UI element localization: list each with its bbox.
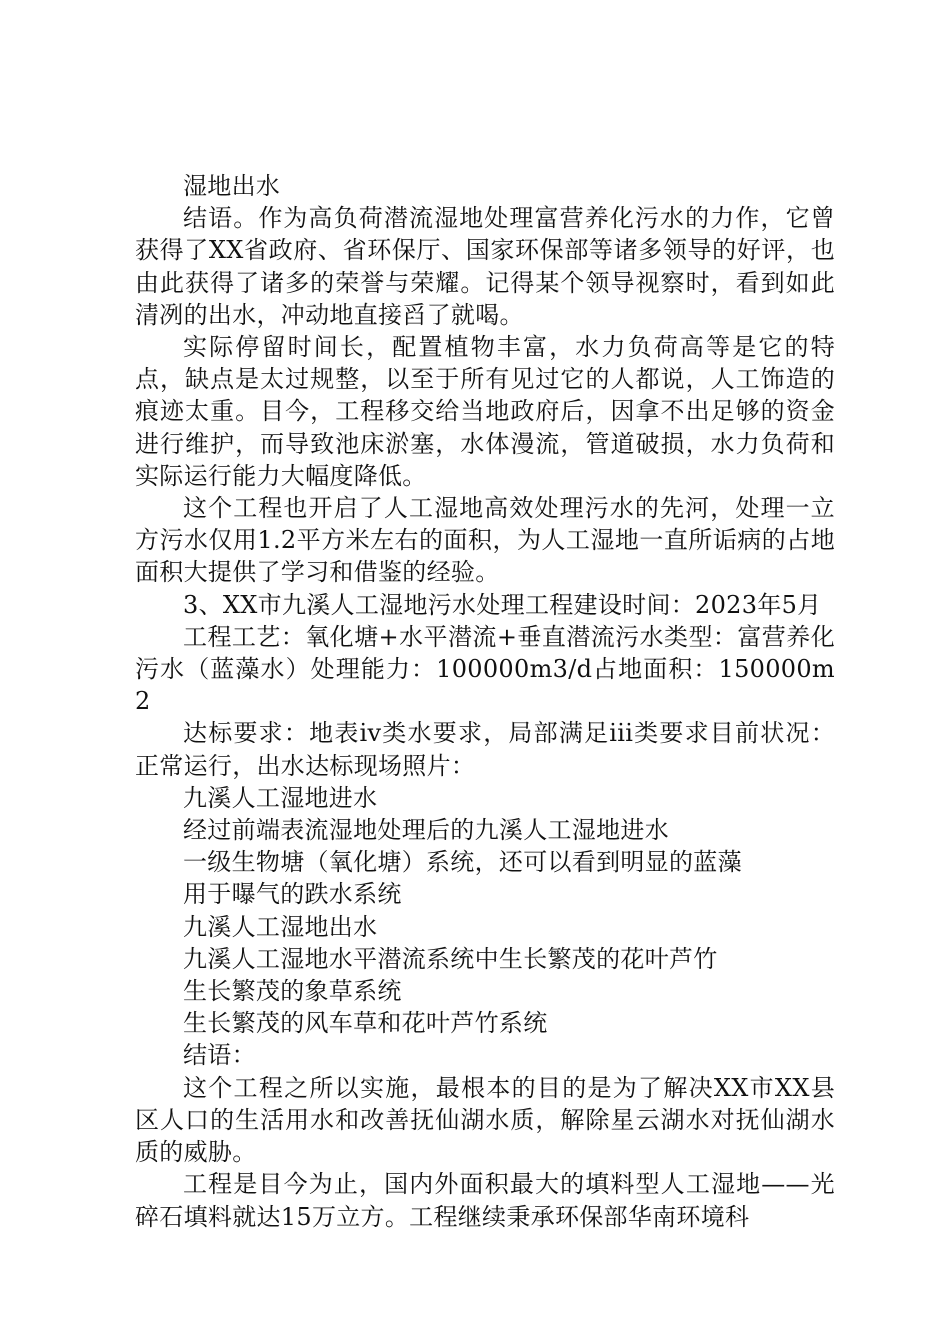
- caption-outflow: 九溪人工湿地出水: [183, 912, 378, 941]
- caption-oxidation-pond: 一级生物塘（氧化塘）系统，还可以看到明显的蓝藻: [183, 848, 742, 877]
- caption-pretreated-inflow: 经过前端表流湿地处理后的九溪人工湿地进水: [183, 816, 669, 845]
- paragraph-features: 实际停留时间长，配置植物丰富，水力负荷高等是它的特点，缺点是太过规整，以至于所有见过它的人都说，人工饰造的痕迹太重。目今，工程移交给当地政府后，因拿不出足够的资金进行维护，而导致池床淤塞，水体漫流，管道破损，水力负荷和实际运行能力大幅度降低。: [135, 333, 835, 490]
- paragraph-largest-wetland: 工程是目今为止，国内外面积最大的填料型人工湿地——光碎石填料就达15万立方。工程继续秉承环保部华南环境科: [135, 1170, 835, 1231]
- paragraph-wetland-outflow-caption: 湿地出水: [183, 172, 281, 200]
- caption-elephant-grass: 生长繁茂的象草系统: [183, 977, 402, 1006]
- paragraph-conclusion-1: 结语。作为高负荷潜流湿地处理富营养化污水的力作，它曾获得了XX省政府、省环保厅、国家环保部等诸多领导的好评，也由此获得了诸多的荣誉与荣耀。记得某个领导视察时，看到如此清冽的出水，冲动地直接舀了就喝。: [135, 204, 835, 329]
- paragraph-process-specs: 工程工艺：氧化塘+水平潜流+垂直潜流污水类型：富营养化污水（蓝藻水）处理能力：100000m3/d占地面积：150000m2: [135, 622, 835, 716]
- caption-arundo: 九溪人工湿地水平潜流系统中生长繁茂的花叶芦竹: [183, 944, 718, 973]
- paragraph-conclusion-label: 结语：: [183, 1041, 256, 1070]
- caption-inflow: 九溪人工湿地进水: [183, 783, 378, 812]
- paragraph-pioneer: 这个工程也开启了人工湿地高效处理污水的先河，处理一立方污水仅用1.2平方米左右的面积，为人工湿地一直所诟病的占地面积大提供了学习和借鉴的经验。: [135, 494, 835, 587]
- caption-aeration-drop: 用于曝气的跌水系统: [183, 880, 402, 909]
- paragraph-section-3-heading: 3、XX市九溪人工湿地污水处理工程建设时间：2023年5月: [183, 590, 822, 619]
- caption-umbrella-sedge: 生长繁茂的风车草和花叶芦竹系统: [183, 1009, 548, 1038]
- document-body: [135, 170, 835, 1233]
- paragraph-standards-status: 达标要求：地表iv类水要求，局部满足iii类要求目前状况：正常运行，出水达标现场照片：: [135, 719, 835, 780]
- paragraph-purpose: 这个工程之所以实施，最根本的目的是为了解决XX市XX县区人口的生活用水和改善抚仙湖水质，解除星云湖水对抚仙湖水质的威胁。: [135, 1073, 835, 1167]
